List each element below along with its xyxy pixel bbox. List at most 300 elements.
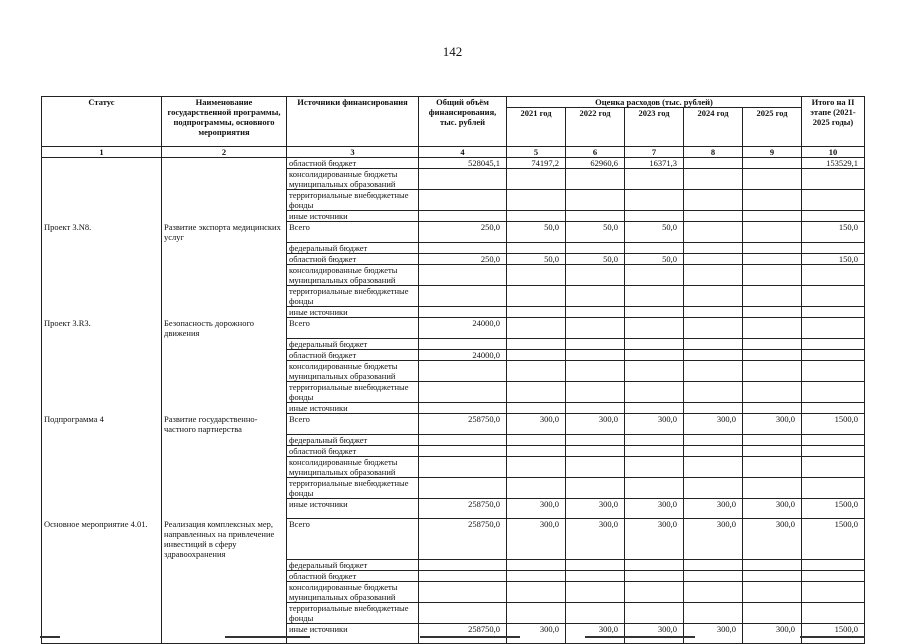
- year-value-cell: [625, 190, 684, 211]
- year-value-cell: 300,0: [743, 519, 802, 560]
- name-cell: [162, 211, 287, 222]
- total-cell: [419, 603, 507, 624]
- year-value-cell: [684, 382, 743, 403]
- status-cell: [42, 254, 162, 265]
- year-value-cell: [507, 339, 566, 350]
- itogo-cell: 1500,0: [802, 414, 865, 435]
- status-cell: [42, 307, 162, 318]
- table-row: [42, 286, 865, 307]
- year-value-cell: [507, 403, 566, 414]
- year-value-cell: [625, 478, 684, 499]
- itogo-cell: [802, 361, 865, 382]
- year-value-cell: [684, 560, 743, 571]
- year-value-cell: [507, 478, 566, 499]
- source-cell: консолидированные бюджеты муниципальных образований: [287, 265, 419, 286]
- total-cell: [419, 307, 507, 318]
- year-value-cell: 300,0: [743, 414, 802, 435]
- year-value-cell: [684, 158, 743, 169]
- scan-artifact: [225, 636, 310, 638]
- year-value-cell: [684, 286, 743, 307]
- year-value-cell: [507, 435, 566, 446]
- year-value-cell: 62960,6: [566, 158, 625, 169]
- total-cell: 24000,0: [419, 350, 507, 361]
- year-value-cell: [743, 158, 802, 169]
- status-cell: [42, 286, 162, 307]
- itogo-cell: [802, 318, 865, 339]
- itogo-cell: [802, 478, 865, 499]
- source-cell: федеральный бюджет: [287, 339, 419, 350]
- status-cell: [42, 211, 162, 222]
- source-cell: областной бюджет: [287, 350, 419, 361]
- year-value-cell: [507, 571, 566, 582]
- year-value-cell: [684, 265, 743, 286]
- itogo-cell: [802, 435, 865, 446]
- column-number: 9: [743, 147, 802, 158]
- year-value-cell: [684, 307, 743, 318]
- table-row: [42, 361, 865, 382]
- scan-artifact: [800, 636, 865, 638]
- column-number: 2: [162, 147, 287, 158]
- year-value-cell: [566, 307, 625, 318]
- status-cell: [42, 435, 162, 446]
- year-value-cell: [625, 457, 684, 478]
- year-value-cell: [684, 243, 743, 254]
- year-value-cell: 300,0: [507, 519, 566, 560]
- total-cell: 250,0: [419, 222, 507, 243]
- year-value-cell: [743, 243, 802, 254]
- year-value-cell: [743, 286, 802, 307]
- name-cell: [162, 169, 287, 190]
- status-cell: [42, 243, 162, 254]
- year-value-cell: 300,0: [566, 624, 625, 644]
- table-row: [42, 211, 865, 222]
- year-value-cell: [625, 211, 684, 222]
- name-cell: [162, 254, 287, 265]
- year-value-cell: 300,0: [625, 414, 684, 435]
- year-value-cell: [507, 457, 566, 478]
- name-cell: [162, 499, 287, 519]
- status-cell: [42, 560, 162, 571]
- year-value-cell: [743, 169, 802, 190]
- name-cell: [162, 478, 287, 499]
- year-value-cell: [507, 286, 566, 307]
- itogo-cell: [802, 582, 865, 603]
- source-cell: иные источники: [287, 403, 419, 414]
- source-cell: областной бюджет: [287, 446, 419, 457]
- year-value-cell: [684, 350, 743, 361]
- table-row: [42, 571, 865, 582]
- status-cell: [42, 624, 162, 644]
- column-number: 3: [287, 147, 419, 158]
- year-value-cell: [743, 457, 802, 478]
- year-value-cell: [566, 169, 625, 190]
- source-cell: консолидированные бюджеты муниципальных образований: [287, 169, 419, 190]
- total-cell: [419, 265, 507, 286]
- year-value-cell: 300,0: [625, 519, 684, 560]
- year-value-cell: [566, 582, 625, 603]
- itogo-cell: [802, 211, 865, 222]
- total-cell: [419, 457, 507, 478]
- year-value-cell: [507, 318, 566, 339]
- year-value-cell: [507, 582, 566, 603]
- year-value-cell: 300,0: [684, 499, 743, 519]
- year-value-cell: [684, 457, 743, 478]
- header-source: Источники финансирования: [287, 97, 419, 147]
- year-value-cell: [743, 560, 802, 571]
- scan-artifact: [40, 636, 60, 638]
- table-row: [42, 435, 865, 446]
- name-cell: [162, 603, 287, 624]
- year-value-cell: [743, 265, 802, 286]
- name-cell: [162, 571, 287, 582]
- year-value-cell: [625, 582, 684, 603]
- source-cell: территориальные внебюджетные фонды: [287, 286, 419, 307]
- scan-artifact: [585, 636, 695, 638]
- year-value-cell: 300,0: [743, 624, 802, 644]
- table-row: [42, 446, 865, 457]
- itogo-cell: [802, 350, 865, 361]
- itogo-cell: 1500,0: [802, 499, 865, 519]
- year-value-cell: [743, 361, 802, 382]
- table-row: [42, 158, 865, 169]
- table-row: [42, 318, 865, 339]
- year-value-cell: [684, 211, 743, 222]
- year-value-cell: 300,0: [566, 519, 625, 560]
- table-row: [42, 582, 865, 603]
- status-cell: [42, 603, 162, 624]
- source-cell: иные источники: [287, 307, 419, 318]
- name-cell: [162, 457, 287, 478]
- itogo-cell: [802, 190, 865, 211]
- total-cell: [419, 243, 507, 254]
- year-value-cell: [743, 339, 802, 350]
- table-row: [42, 414, 865, 435]
- year-value-cell: [625, 603, 684, 624]
- year-value-cell: 300,0: [743, 499, 802, 519]
- status-cell: [42, 446, 162, 457]
- year-value-cell: [507, 361, 566, 382]
- year-value-cell: [507, 560, 566, 571]
- source-cell: областной бюджет: [287, 158, 419, 169]
- table-row: [42, 519, 865, 560]
- header-itogo: Итого на II этапе (2021-2025 годы): [802, 97, 865, 147]
- status-cell: [42, 169, 162, 190]
- status-cell: Проект 3.N8.: [42, 222, 162, 243]
- status-cell: [42, 190, 162, 211]
- itogo-cell: [802, 560, 865, 571]
- itogo-cell: [802, 603, 865, 624]
- year-value-cell: [743, 350, 802, 361]
- year-value-cell: [684, 571, 743, 582]
- table-row: [42, 624, 865, 644]
- itogo-cell: [802, 339, 865, 350]
- table-row: [42, 560, 865, 571]
- year-value-cell: [743, 403, 802, 414]
- year-value-cell: [566, 403, 625, 414]
- year-value-cell: 50,0: [566, 222, 625, 243]
- column-number: 6: [566, 147, 625, 158]
- name-cell: [162, 307, 287, 318]
- year-value-cell: [743, 446, 802, 457]
- name-cell: [162, 350, 287, 361]
- year-value-cell: 300,0: [684, 414, 743, 435]
- year-value-cell: [743, 222, 802, 243]
- name-cell: [162, 361, 287, 382]
- total-cell: 258750,0: [419, 519, 507, 560]
- total-cell: [419, 403, 507, 414]
- year-value-cell: [684, 403, 743, 414]
- source-cell: федеральный бюджет: [287, 243, 419, 254]
- year-value-cell: [625, 435, 684, 446]
- source-cell: консолидированные бюджеты муниципальных образований: [287, 457, 419, 478]
- year-value-cell: [684, 603, 743, 624]
- status-cell: [42, 265, 162, 286]
- table-row: [42, 222, 865, 243]
- status-cell: [42, 339, 162, 350]
- column-number-row: [42, 147, 865, 158]
- year-value-cell: [625, 403, 684, 414]
- header-estimate: Оценка расходов (тыс. рублей): [507, 97, 802, 108]
- year-value-cell: [743, 211, 802, 222]
- total-cell: [419, 382, 507, 403]
- source-cell: областной бюджет: [287, 254, 419, 265]
- name-cell: [162, 339, 287, 350]
- name-cell: Реализация комплексных мер, направленных на привлечение инвестиций в сферу здравоохранения: [162, 519, 287, 560]
- status-cell: Подпрограмма 4: [42, 414, 162, 435]
- source-cell: иные источники: [287, 624, 419, 644]
- name-cell: [162, 624, 287, 644]
- name-cell: [162, 560, 287, 571]
- source-cell: Всего: [287, 318, 419, 339]
- total-cell: [419, 190, 507, 211]
- source-cell: консолидированные бюджеты муниципальных образований: [287, 582, 419, 603]
- year-value-cell: [507, 382, 566, 403]
- status-cell: Проект 3.R3.: [42, 318, 162, 339]
- total-cell: [419, 339, 507, 350]
- status-cell: [42, 499, 162, 519]
- year-value-cell: [684, 254, 743, 265]
- table-row: [42, 350, 865, 361]
- year-value-cell: 300,0: [507, 624, 566, 644]
- source-cell: территориальные внебюджетные фонды: [287, 478, 419, 499]
- name-cell: [162, 435, 287, 446]
- year-value-cell: [743, 571, 802, 582]
- name-cell: Безопасность дорожного движения: [162, 318, 287, 339]
- year-value-cell: [566, 560, 625, 571]
- year-value-cell: [684, 478, 743, 499]
- source-cell: территориальные внебюджетные фонды: [287, 382, 419, 403]
- year-value-cell: 300,0: [625, 624, 684, 644]
- year-value-cell: 300,0: [566, 414, 625, 435]
- table-row: [42, 382, 865, 403]
- source-cell: консолидированные бюджеты муниципальных образований: [287, 361, 419, 382]
- total-cell: 24000,0: [419, 318, 507, 339]
- status-cell: Основное мероприятие 4.01.: [42, 519, 162, 560]
- year-value-cell: [684, 222, 743, 243]
- year-value-cell: [625, 350, 684, 361]
- year-value-cell: 50,0: [507, 222, 566, 243]
- year-value-cell: [684, 190, 743, 211]
- header-year: 2024 год: [684, 108, 743, 147]
- year-value-cell: [684, 169, 743, 190]
- year-value-cell: [566, 446, 625, 457]
- year-value-cell: [566, 318, 625, 339]
- name-cell: [162, 286, 287, 307]
- table-row: [42, 169, 865, 190]
- source-cell: федеральный бюджет: [287, 435, 419, 446]
- year-value-cell: [566, 571, 625, 582]
- itogo-cell: [802, 243, 865, 254]
- name-cell: [162, 582, 287, 603]
- table-row: [42, 603, 865, 624]
- year-value-cell: 50,0: [625, 222, 684, 243]
- total-cell: 258750,0: [419, 414, 507, 435]
- header-name: Наименование государственной программы, подпрограммы, основного мероприятия: [162, 97, 287, 147]
- year-value-cell: [507, 307, 566, 318]
- year-value-cell: [625, 339, 684, 350]
- source-cell: территориальные внебюджетные фонды: [287, 190, 419, 211]
- name-cell: [162, 243, 287, 254]
- column-number: 4: [419, 147, 507, 158]
- column-number: 10: [802, 147, 865, 158]
- year-value-cell: [566, 457, 625, 478]
- total-cell: [419, 478, 507, 499]
- year-value-cell: [743, 307, 802, 318]
- year-value-cell: [684, 339, 743, 350]
- table-row: [42, 457, 865, 478]
- name-cell: Развитие государственно-частного партнерства: [162, 414, 287, 435]
- itogo-cell: [802, 382, 865, 403]
- total-cell: 528045,1: [419, 158, 507, 169]
- year-value-cell: [743, 603, 802, 624]
- year-value-cell: 50,0: [625, 254, 684, 265]
- table-row: [42, 403, 865, 414]
- name-cell: [162, 446, 287, 457]
- total-cell: [419, 169, 507, 190]
- year-value-cell: 16371,3: [625, 158, 684, 169]
- year-value-cell: 50,0: [566, 254, 625, 265]
- year-value-cell: 300,0: [566, 499, 625, 519]
- total-cell: [419, 211, 507, 222]
- itogo-cell: [802, 403, 865, 414]
- itogo-cell: [802, 457, 865, 478]
- status-cell: [42, 158, 162, 169]
- year-value-cell: [684, 361, 743, 382]
- year-value-cell: [625, 318, 684, 339]
- total-cell: [419, 286, 507, 307]
- year-value-cell: 300,0: [625, 499, 684, 519]
- year-value-cell: [625, 286, 684, 307]
- name-cell: [162, 265, 287, 286]
- year-value-cell: 300,0: [507, 414, 566, 435]
- column-number: 8: [684, 147, 743, 158]
- year-value-cell: 74197,2: [507, 158, 566, 169]
- year-value-cell: [743, 254, 802, 265]
- financing-table: [41, 96, 865, 644]
- year-value-cell: [507, 446, 566, 457]
- total-cell: 250,0: [419, 254, 507, 265]
- table-row: [42, 265, 865, 286]
- year-value-cell: [566, 361, 625, 382]
- source-cell: Всего: [287, 414, 419, 435]
- itogo-cell: [802, 571, 865, 582]
- header-year: 2023 год: [625, 108, 684, 147]
- total-cell: 258750,0: [419, 624, 507, 644]
- year-value-cell: [566, 243, 625, 254]
- table-row: [42, 499, 865, 519]
- table-row: [42, 243, 865, 254]
- itogo-cell: [802, 169, 865, 190]
- table-row: [42, 190, 865, 211]
- name-cell: [162, 158, 287, 169]
- year-value-cell: [743, 190, 802, 211]
- header-year: 2025 год: [743, 108, 802, 147]
- column-number: 1: [42, 147, 162, 158]
- year-value-cell: [507, 603, 566, 624]
- year-value-cell: [507, 350, 566, 361]
- year-value-cell: [625, 243, 684, 254]
- year-value-cell: [625, 169, 684, 190]
- source-cell: федеральный бюджет: [287, 560, 419, 571]
- year-value-cell: [743, 478, 802, 499]
- year-value-cell: [743, 382, 802, 403]
- year-value-cell: [507, 169, 566, 190]
- status-cell: [42, 571, 162, 582]
- year-value-cell: [743, 318, 802, 339]
- header-year: 2021 год: [507, 108, 566, 147]
- year-value-cell: [507, 211, 566, 222]
- year-value-cell: [743, 435, 802, 446]
- itogo-cell: [802, 307, 865, 318]
- itogo-cell: [802, 286, 865, 307]
- year-value-cell: [684, 582, 743, 603]
- status-cell: [42, 350, 162, 361]
- status-cell: [42, 457, 162, 478]
- year-value-cell: [566, 286, 625, 307]
- year-value-cell: [625, 265, 684, 286]
- year-value-cell: [566, 339, 625, 350]
- year-value-cell: [566, 190, 625, 211]
- year-value-cell: [625, 571, 684, 582]
- source-cell: иные источники: [287, 499, 419, 519]
- table-row: [42, 478, 865, 499]
- year-value-cell: 300,0: [684, 624, 743, 644]
- total-cell: [419, 361, 507, 382]
- year-value-cell: [625, 560, 684, 571]
- year-value-cell: [684, 435, 743, 446]
- itogo-cell: 1500,0: [802, 519, 865, 560]
- itogo-cell: 150,0: [802, 222, 865, 243]
- header-total: Общий объём финансирования, тыс. рублей: [419, 97, 507, 147]
- source-cell: областной бюджет: [287, 571, 419, 582]
- total-cell: [419, 446, 507, 457]
- year-value-cell: [684, 446, 743, 457]
- scan-artifact: [420, 636, 520, 638]
- year-value-cell: 300,0: [507, 499, 566, 519]
- table-row: [42, 339, 865, 350]
- itogo-cell: 150,0: [802, 254, 865, 265]
- year-value-cell: [566, 211, 625, 222]
- table-row: [42, 254, 865, 265]
- year-value-cell: [566, 350, 625, 361]
- source-cell: Всего: [287, 222, 419, 243]
- itogo-cell: [802, 446, 865, 457]
- table-row: [42, 307, 865, 318]
- header-status: Статус: [42, 97, 162, 147]
- itogo-cell: 1500,0: [802, 624, 865, 644]
- year-value-cell: [507, 265, 566, 286]
- total-cell: [419, 571, 507, 582]
